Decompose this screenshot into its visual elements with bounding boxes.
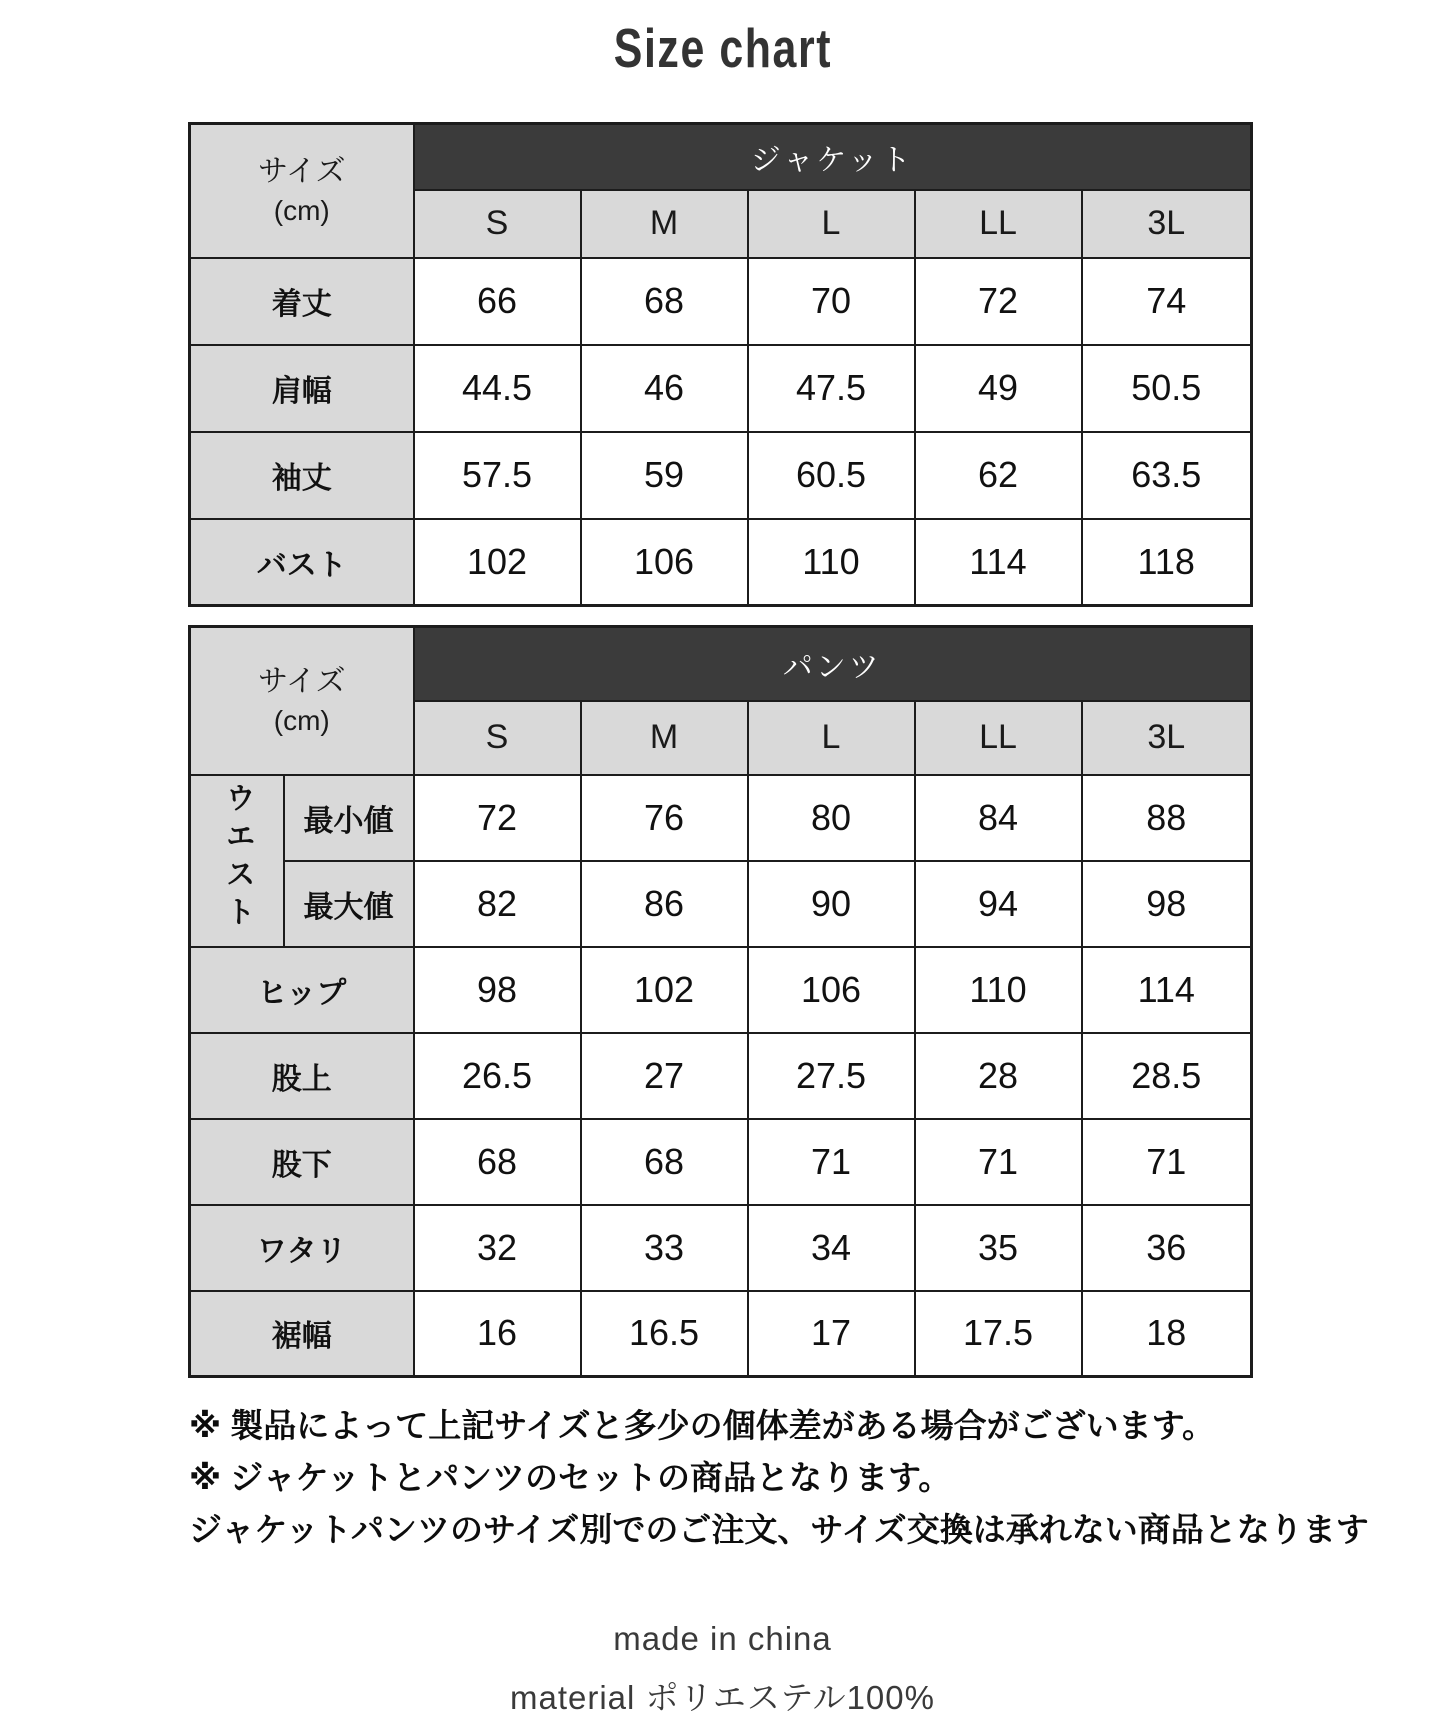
size-value-cell: 110 <box>748 519 915 606</box>
note-individual-difference: ※ 製品によって上記サイズと多少の個体差がある場合がございます。 <box>189 1407 1215 1444</box>
size-value-cell: 102 <box>581 947 748 1033</box>
size-value-cell: 88 <box>1082 775 1252 861</box>
table-row <box>190 1033 1252 1119</box>
jacket-size-col-m: M <box>581 190 748 258</box>
size-value-cell: 86 <box>581 861 748 947</box>
jacket-group-header: ジャケット <box>414 124 1252 190</box>
made-in-label: made in china <box>613 1620 832 1657</box>
table-row <box>190 258 1252 345</box>
size-value-cell: 50.5 <box>1082 345 1252 432</box>
pants-size-col-m: M <box>581 701 748 775</box>
size-value-cell: 68 <box>581 1119 748 1205</box>
size-unit-cm: (cm) <box>273 195 330 227</box>
size-value-cell: 47.5 <box>748 345 915 432</box>
size-value-cell: 76 <box>581 775 748 861</box>
size-value-cell: 74 <box>1082 258 1252 345</box>
measurement-label: 最小値 <box>284 775 414 861</box>
size-value-cell: 44.5 <box>414 345 581 432</box>
size-value-cell: 90 <box>748 861 915 947</box>
table-row <box>190 775 1252 861</box>
size-value-cell: 17.5 <box>915 1291 1082 1377</box>
table-row <box>190 432 1252 519</box>
measurement-label: 袖丈 <box>190 432 414 519</box>
size-value-cell: 98 <box>1082 861 1252 947</box>
size-value-cell: 70 <box>748 258 915 345</box>
pants-size-col-s: S <box>414 701 581 775</box>
table-row <box>190 345 1252 432</box>
size-value-cell: 68 <box>581 258 748 345</box>
waist-group-label <box>190 775 284 947</box>
size-value-cell: 72 <box>915 258 1082 345</box>
size-value-cell: 94 <box>915 861 1082 947</box>
size-value-cell: 71 <box>915 1119 1082 1205</box>
size-value-cell: 80 <box>748 775 915 861</box>
size-value-cell: 72 <box>414 775 581 861</box>
footer-section <box>0 1620 1445 1719</box>
size-value-cell: 59 <box>581 432 748 519</box>
size-value-cell: 28 <box>915 1033 1082 1119</box>
size-value-cell: 57.5 <box>414 432 581 519</box>
size-unit-cm: (cm) <box>273 705 330 737</box>
jacket-size-col-ll: LL <box>915 190 1082 258</box>
size-value-cell: 33 <box>581 1205 748 1291</box>
jacket-size-unit-header <box>190 124 414 258</box>
pants-size-col-ll: LL <box>915 701 1082 775</box>
jacket-size-col-s: S <box>414 190 581 258</box>
size-value-cell: 106 <box>748 947 915 1033</box>
size-value-cell: 49 <box>915 345 1082 432</box>
measurement-label: 裾幅 <box>190 1291 414 1377</box>
measurement-label: 股下 <box>190 1119 414 1205</box>
material-label: material ポリエステル100% <box>510 1679 935 1716</box>
size-value-cell: 110 <box>915 947 1082 1033</box>
size-unit-label: サイズ <box>257 154 346 188</box>
jacket-size-col-l: L <box>748 190 915 258</box>
measurement-label: ワタリ <box>190 1205 414 1291</box>
size-value-cell: 36 <box>1082 1205 1252 1291</box>
pants-group-header: パンツ <box>414 627 1252 701</box>
size-value-cell: 34 <box>748 1205 915 1291</box>
note-set-product: ※ ジャケットとパンツのセットの商品となります。 <box>189 1459 952 1496</box>
table-row <box>190 1119 1252 1205</box>
page-title-text: Size chart <box>613 17 832 79</box>
size-value-cell: 106 <box>581 519 748 606</box>
measurement-label: 着丈 <box>190 258 414 345</box>
size-value-cell: 66 <box>414 258 581 345</box>
size-unit-label: サイズ <box>257 664 346 698</box>
size-value-cell: 114 <box>915 519 1082 606</box>
size-value-cell: 71 <box>748 1119 915 1205</box>
table-row <box>190 519 1252 606</box>
waist-vertical-text: ウエスト <box>220 782 254 934</box>
size-value-cell: 32 <box>414 1205 581 1291</box>
size-value-cell: 35 <box>915 1205 1082 1291</box>
jacket-size-table <box>188 122 1253 607</box>
size-value-cell: 63.5 <box>1082 432 1252 519</box>
table-row <box>190 861 1252 947</box>
measurement-label: 最大値 <box>284 861 414 947</box>
pants-size-unit-header <box>190 627 414 775</box>
size-value-cell: 17 <box>748 1291 915 1377</box>
size-value-cell: 68 <box>414 1119 581 1205</box>
table-row <box>190 1291 1252 1377</box>
jacket-size-col-3l: 3L <box>1082 190 1252 258</box>
measurement-label: 肩幅 <box>190 345 414 432</box>
measurement-label: 股上 <box>190 1033 414 1119</box>
size-value-cell: 62 <box>915 432 1082 519</box>
size-value-cell: 46 <box>581 345 748 432</box>
size-value-cell: 98 <box>414 947 581 1033</box>
note-no-exchange: ジャケットパンツのサイズ別でのご注文、サイズ交換は承れない商品となります <box>189 1511 1369 1548</box>
pants-size-col-3l: 3L <box>1082 701 1252 775</box>
size-value-cell: 26.5 <box>414 1033 581 1119</box>
pants-size-col-l: L <box>748 701 915 775</box>
size-value-cell: 102 <box>414 519 581 606</box>
size-value-cell: 27 <box>581 1033 748 1119</box>
table-row <box>190 947 1252 1033</box>
size-value-cell: 71 <box>1082 1119 1252 1205</box>
size-value-cell: 18 <box>1082 1291 1252 1377</box>
size-value-cell: 16.5 <box>581 1291 748 1377</box>
size-value-cell: 16 <box>414 1291 581 1377</box>
size-value-cell: 60.5 <box>748 432 915 519</box>
page-title <box>0 16 1445 80</box>
size-value-cell: 114 <box>1082 947 1252 1033</box>
notes-section <box>189 1400 1369 1556</box>
pants-size-table <box>188 625 1253 1378</box>
size-value-cell: 118 <box>1082 519 1252 606</box>
measurement-label: バスト <box>190 519 414 606</box>
measurement-label: ヒップ <box>190 947 414 1033</box>
table-row <box>190 1205 1252 1291</box>
size-value-cell: 82 <box>414 861 581 947</box>
size-value-cell: 28.5 <box>1082 1033 1252 1119</box>
size-value-cell: 84 <box>915 775 1082 861</box>
size-value-cell: 27.5 <box>748 1033 915 1119</box>
